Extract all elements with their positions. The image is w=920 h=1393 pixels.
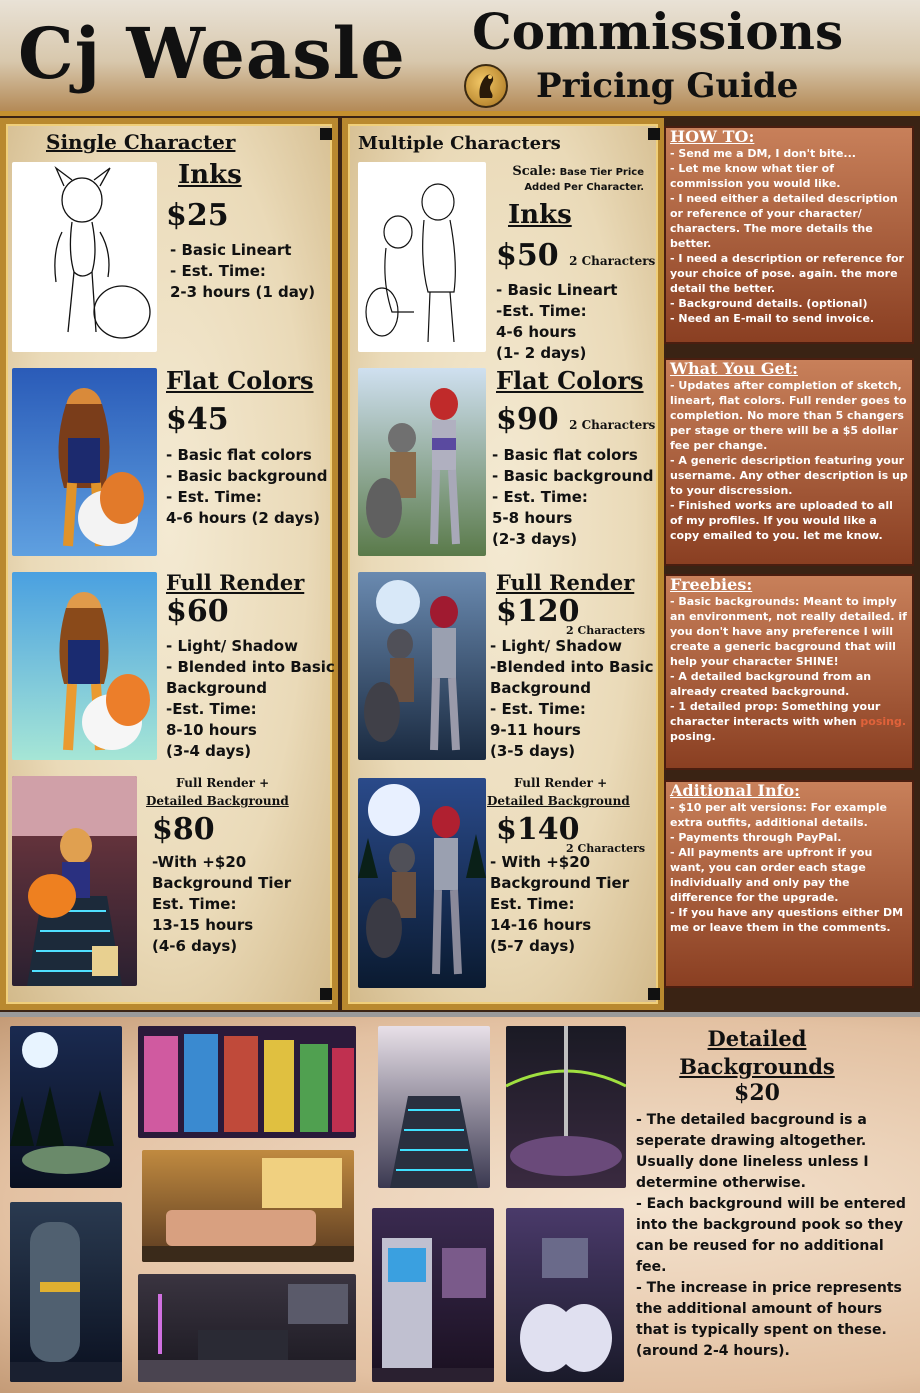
bg-stairs-preview (378, 1026, 490, 1188)
backgrounds-title-2: Backgrounds (679, 1054, 835, 1079)
corner-ornament (320, 988, 332, 1000)
single-render-title: Full Render (166, 570, 305, 595)
single-flat-preview (12, 368, 157, 556)
what-you-get-body: - Updates after completion of sketch, lineart, flat colors. Full render goes to completion. No more than 5 changers per stage or there will be a $5 dollar fee per change. - A generic description featuring your username. Any other description is up to your discression. - Finished works are uploaded to all of my profiles. If you would like a copy emailed to you. let me know. (670, 379, 908, 542)
single-render-preview (12, 572, 157, 760)
bg-hallway-preview (10, 1202, 122, 1382)
corner-ornament (320, 128, 332, 140)
what-you-get-box (664, 358, 914, 566)
multiple-detailed-title-2: Detailed Background (487, 794, 630, 808)
multiple-inks-preview (358, 162, 486, 352)
multiple-detailed-price: $140 (496, 812, 580, 847)
backgrounds-details: - The detailed bacground is a seperate drawing altogether. Usually done lineless unless I determine otherwise. - Each background will be entered into the background pook so they can be reused for no additional fee. - The increase in price represents the additional amount of hours that is typically spent on these. (around 2-4 hours). (636, 1112, 906, 1359)
how-to-box (664, 126, 914, 344)
single-render-details: - Light/ Shadow - Blended into Basic Background -Est. Time: 8-10 hours (3-4 days) (166, 637, 335, 760)
multiple-flat-price: $90 2 Characters (496, 402, 656, 437)
multiple-inks-price: $50 2 Characters (496, 238, 656, 273)
single-inks-preview (12, 162, 157, 352)
multiple-flat-details: - Basic flat colors - Basic background - Est. Time: 5-8 hours (2-3 days) (492, 446, 654, 548)
single-inks-price: $25 (166, 198, 229, 233)
multiple-render-price: $120 (496, 594, 580, 629)
corner-ornament (648, 128, 660, 140)
multiple-inks-title: Inks (508, 200, 572, 230)
multiple-flat-title: Flat Colors (496, 366, 644, 395)
corner-ornament (648, 988, 660, 1000)
multiple-detailed-details: - With +$20 Background Tier Est. Time: 14-16 hours (5-7 days) (490, 853, 630, 955)
single-detailed-preview (12, 776, 137, 986)
bg-bedroom-preview (506, 1208, 624, 1382)
multiple-characters-heading: Multiple Characters (358, 133, 561, 154)
additional-info-title: Aditional Info: (670, 781, 801, 800)
what-you-get-title: What You Get: (670, 359, 798, 378)
how-to-title: HOW TO: (670, 127, 755, 146)
single-flat-title: Flat Colors (166, 366, 314, 395)
freebies-body: - Basic backgrounds: Meant to imply an environment, not really detailed. if you don't have any preference I will create a generic bacground that will help your character SHINE! - A detailed background from an already created background. - 1 detailed prop: Something your character interacts with when posing. posing. (670, 595, 907, 743)
bg-forest-moon-preview (10, 1026, 122, 1188)
how-to-body: - Send me a DM, I don't bite... - Let me know what tier of commission you would like. - I need either a detailed description or reference of your character/ characters. The more details the better. - I need a description or reference for your choice of pose. again. the more detail the better. - Background details. (optional) - Need an E-mail to send invoice. (670, 147, 904, 325)
weasel-logo-icon (464, 64, 508, 108)
single-detailed-details: -With +$20 Background Tier Est. Time: 13-15 hours (4-6 days) (152, 853, 292, 955)
single-flat-price: $45 (166, 402, 229, 437)
backgrounds-title-1: Detailed (707, 1026, 807, 1051)
single-render-price: $60 (166, 594, 229, 629)
multiple-render-preview (358, 572, 486, 760)
freebies-title: Freebies: (670, 575, 753, 594)
single-detailed-price: $80 (152, 812, 215, 847)
single-detailed-title-1: Full Render + (176, 776, 270, 790)
multiple-render-details: - Light/ Shadow -Blended into Basic Background - Est. Time: 9-11 hours (3-5 days) (490, 637, 654, 760)
header-banner (0, 0, 920, 116)
backgrounds-price: $20 (734, 1080, 780, 1106)
multiple-render-title: Full Render (496, 570, 635, 595)
page-subtitle: Pricing Guide (536, 66, 799, 106)
additional-info-box (664, 780, 914, 988)
scale-note: Scale: Base Tier Price Added Per Character. (512, 164, 644, 193)
single-inks-title: Inks (178, 160, 242, 190)
bg-stage-preview (506, 1026, 626, 1188)
bg-kitchen-preview (138, 1274, 356, 1382)
multiple-detailed-count: 2 Characters (566, 842, 646, 855)
multiple-detailed-title-1: Full Render + (514, 776, 608, 790)
multiple-render-count: 2 Characters (566, 624, 646, 637)
page-title: Commissions (472, 2, 844, 61)
bg-game-room-preview (372, 1208, 494, 1382)
bg-arcade-preview (138, 1026, 356, 1138)
single-flat-details: - Basic flat colors - Basic background - Est. Time: 4-6 hours (2 days) (166, 446, 328, 527)
multiple-detailed-preview (358, 778, 486, 988)
single-inks-details: - Basic Lineart - Est. Time: 2-3 hours (1 day) (170, 241, 316, 301)
multiple-flat-preview (358, 368, 486, 556)
single-detailed-title-2: Detailed Background (146, 794, 289, 808)
bg-living-room-preview (142, 1150, 354, 1262)
additional-info-body: - $10 per alt versions: For example extra outfits, additional details. - Payments through PayPal. - All payments are upfront if you want, you can order each stage individually and only pay the difference for the upgrade. - If you have any questions either DM me or leave them in the comments. (670, 801, 904, 934)
freebies-box (664, 574, 914, 770)
brand-name: Cj Weasle (18, 12, 406, 95)
single-character-heading: Single Character (46, 130, 236, 154)
multiple-inks-details: - Basic Lineart -Est. Time: 4-6 hours (1- 2 days) (496, 281, 618, 362)
